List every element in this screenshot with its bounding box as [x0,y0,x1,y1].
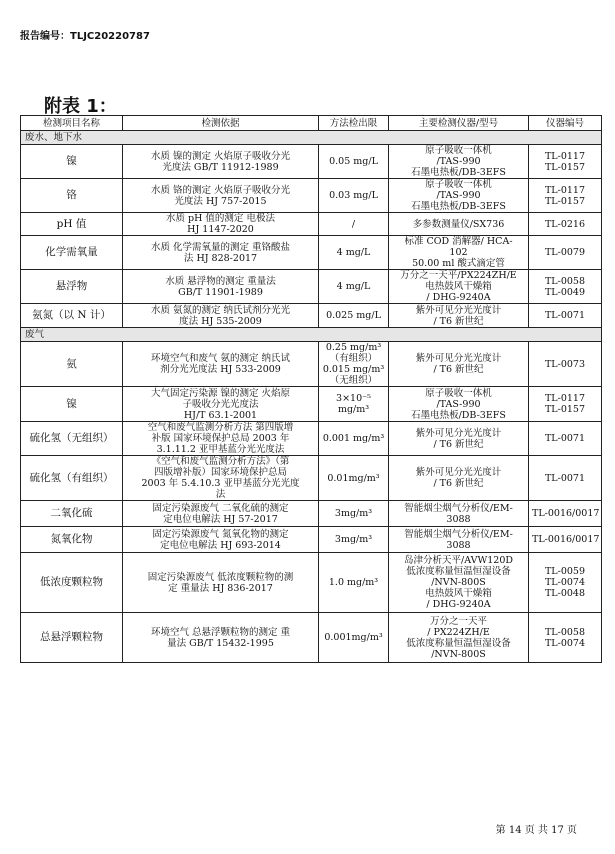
table-row [21,213,602,236]
table-header-row [21,116,602,131]
detection-basis [123,387,319,422]
detection-limit-line: 4 mg/L [336,281,371,292]
instrument-code [529,342,602,387]
detection-basis-line: 四版增补版）国家环境保护总局 [153,467,287,478]
table-row [21,236,602,270]
instrument-code-line: TL-0117 [544,184,586,196]
instrument-code [529,501,602,527]
instrument-model-line: / T6 新世纪 [433,438,484,450]
detection-basis [123,213,319,236]
detection-basis-line: 2003 年 5.4.10.3 亚甲基蓝分光光度 [141,478,300,489]
instrument-code [529,304,602,328]
detection-basis-line: 补版 国家环境保护总局 2003 年 [151,433,290,444]
detection-limit [319,527,389,553]
item-name: 镍 [21,387,123,422]
detection-basis-line: 法 [215,489,226,500]
detection-limit-line: 3mg/m³ [334,534,373,545]
detection-basis [123,236,319,270]
instrument-model-line: /NVN-800S [431,648,486,660]
instrument-model [389,422,529,456]
detection-basis-line: 水质 悬浮物的测定 重量法 [165,275,276,287]
detection-basis [123,456,319,501]
detection-limit [319,213,389,236]
instrument-model [389,387,529,422]
detection-basis-line: 固定污染源废气 二氧化硫的测定 [152,502,289,514]
detection-limit [319,236,389,270]
instrument-code-line: TL-0157 [544,404,586,415]
instrument-model-line: 万分之一天平/PX224ZH/E [400,270,517,281]
instrument-code-line: TL-0073 [544,358,586,370]
instrument-code [529,387,602,422]
item-name: 铬 [21,179,123,213]
instrument-model [389,527,529,553]
table-row [21,456,602,501]
instrument-code-line: TL-0048 [544,588,586,599]
instrument-model-line: 电热鼓风干燥箱 [425,281,492,292]
instrument-code [529,422,602,456]
instrument-model [389,304,529,328]
instrument-model [389,501,529,527]
detection-limit-line: 0.05 mg/L [329,156,378,167]
instrument-model-line: / T6 新世纪 [433,364,484,375]
col-header-detection-limit: 方法检出限 [319,116,389,131]
detection-basis-line: 水质 铬的测定 火焰原子吸收分光 [150,184,291,196]
instrument-code-line: TL-0059 [544,566,586,577]
detection-limit-line: mg/m³ [337,404,370,415]
instrument-code [529,145,602,179]
detection-basis [123,527,319,553]
detection-limit-line: 0.01mg/m³ [327,472,380,484]
detection-basis-line: 定 重量法 HJ 836-2017 [168,582,273,594]
instrument-model-line: 紫外可见分光光度计 [415,353,502,364]
detection-limit [319,422,389,456]
instrument-code-line: TL-0049 [544,286,586,298]
instrument-model-line: /TAS-990 [436,156,481,167]
instrument-model-line: / PX224ZH/E [427,626,490,638]
detection-basis-line: 剂分光光度法 HJ 533-2009 [160,364,281,375]
table-body [21,131,602,663]
instrument-model-line: 低浓度称量恒温恒湿设备 [406,637,511,649]
detection-methods-table [20,115,602,663]
detection-limit [319,613,389,663]
item-name: pH 值 [21,213,123,236]
report-number: 报告编号：TLJC20220787 [20,31,150,42]
detection-basis-line: 固定污染源废气 氮氧化物的测定 [152,528,289,540]
instrument-model-line: 石墨电热板/DB-3EFS [411,409,506,421]
detection-basis-line: 水质 pH 值的测定 电极法 [166,213,275,224]
instrument-model-line: 岛津分析天平/AVW120D [404,555,513,566]
detection-basis-line: 3.1.11.2 亚甲基蓝分光光度法 [156,444,285,455]
instrument-model [389,613,529,663]
page-number: 第 14 页 共 17 页 [495,825,577,836]
item-name: 化学需氧量 [21,236,123,270]
instrument-model-line: 紫外可见分光光度计 [415,467,502,478]
section-row [21,131,602,145]
instrument-model [389,213,529,236]
instrument-model-line: 原子吸收一体机 [425,387,492,399]
col-header-basis: 检测依据 [123,116,319,131]
detection-basis-line: 固定污染源废气 低浓度颗粒物的测 [147,571,294,583]
instrument-model [389,270,529,304]
detection-limit-line: （无组织） [329,375,378,386]
instrument-code [529,213,602,236]
instrument-code-line: TL-0157 [544,161,586,173]
instrument-model [389,342,529,387]
instrument-model [389,456,529,501]
table-row [21,342,602,387]
detection-basis-line: 量法 GB/T 15432-1995 [167,637,274,649]
detection-basis-line: HJ/T 63.1-2001 [183,409,258,421]
detection-limit-line: 1.0 mg/m³ [328,577,379,588]
detection-limit-line: 0.025 mg/L [326,310,381,321]
detection-basis [123,422,319,456]
instrument-model [389,236,529,270]
item-name: 氨 [21,342,123,387]
table-row [21,179,602,213]
instrument-model-line: 标准 COD 消解器/ HCA- [404,236,513,247]
instrument-model-line: / DHG-9240A [426,292,491,303]
detection-limit [319,304,389,328]
detection-basis-line: GB/T 11901-1989 [178,286,263,298]
instrument-model-line: 紫外可见分光光度计 [415,304,502,316]
instrument-code-line: TL-0117 [544,393,586,404]
instrument-code-line: TL-0071 [544,433,586,444]
instrument-code [529,270,602,304]
detection-basis-line: 环境空气 总悬浮颗粒物的测定 重 [150,626,291,638]
section-title: 废气 [21,328,602,342]
detection-basis-line: 定电位电解法 HJ 57-2017 [163,513,278,525]
instrument-model-line: /TAS-990 [436,190,481,201]
col-header-item-name: 检测项目名称 [21,116,123,131]
detection-limit [319,387,389,422]
instrument-model-line: / T6 新世纪 [433,315,484,327]
table-row [21,422,602,456]
instrument-code-line: TL-0016/0017 [532,508,600,519]
detection-limit [319,456,389,501]
table-row [21,387,602,422]
instrument-code-line: TL-0074 [544,577,586,588]
item-name: 低浓度颗粒物 [21,553,123,613]
instrument-code-line: TL-0157 [544,195,586,207]
detection-basis [123,501,319,527]
instrument-code-line: TL-0071 [544,310,586,321]
detection-basis-line: 空气和废气监测分析方法 第四版增 [147,422,294,433]
detection-basis-line: 法 HJ 828-2017 [183,252,258,264]
detection-basis [123,553,319,613]
table-row [21,553,602,613]
detection-basis-line: 光度法 GB/T 11912-1989 [162,161,279,173]
item-name: 氮氧化物 [21,527,123,553]
instrument-model-line: 紫外可见分光光度计 [415,427,502,439]
instrument-code [529,236,602,270]
instrument-model [389,145,529,179]
instrument-model-line: 3088 [446,539,471,551]
detection-limit-line: （有组织） [329,353,378,364]
col-header-instrument: 主要检测仪器/型号 [389,116,529,131]
instrument-code-line: TL-0058 [544,626,586,638]
detection-limit [319,342,389,387]
detection-limit-line: 0.03 mg/L [329,190,378,201]
instrument-model-line: 原子吸收一体机 [425,145,492,156]
detection-limit-line: 0.001mg/m³ [324,632,383,643]
instrument-model-line: 3088 [446,513,471,525]
table-row [21,145,602,179]
table-row [21,613,602,663]
instrument-model-line: / T6 新世纪 [433,478,484,489]
detection-limit [319,145,389,179]
detection-basis-line: HJ 1147-2020 [187,224,254,235]
instrument-model-line: /TAS-990 [436,398,481,410]
detection-basis [123,304,319,328]
instrument-model [389,553,529,613]
detection-basis [123,179,319,213]
detection-basis [123,145,319,179]
table-row [21,304,602,328]
detection-limit-line: 3mg/m³ [334,508,373,519]
instrument-model-line: /NVN-800S [431,577,486,588]
instrument-model-line: 万分之一天平 [429,615,487,627]
instrument-model-line: 智能烟尘烟气分析仪/EM- [404,528,513,540]
detection-basis [123,342,319,387]
detection-basis-line: 大气固定污染源 镍的测定 火焰原 [150,387,291,399]
detection-basis-line: 水质 氨氮的测定 纳氏试剂分光光 [150,304,291,316]
instrument-model-line: 原子吸收一体机 [425,179,492,190]
detection-basis-line: 水质 化学需氧量的测定 重铬酸盐 [150,241,291,253]
detection-limit [319,270,389,304]
instrument-model-line: 多参数测量仪/SX736 [412,218,505,230]
instrument-model-line: 智能烟尘烟气分析仪/EM- [404,502,513,514]
item-name: 硫化氢（无组织） [21,422,123,456]
instrument-code [529,456,602,501]
item-name: 总悬浮颗粒物 [21,613,123,663]
detection-limit [319,501,389,527]
detection-limit [319,553,389,613]
detection-limit-line: 4 mg/L [336,247,371,258]
section-title: 废水、地下水 [21,131,602,145]
instrument-code [529,179,602,213]
detection-limit-line: / [351,218,356,230]
section-row [21,328,602,342]
item-name: 二氧化硫 [21,501,123,527]
appendix-title: 附表 1： [44,96,117,117]
table-row [21,270,602,304]
item-name: 氨氮（以 N 计） [21,304,123,328]
item-name: 硫化氢（有组织） [21,456,123,501]
detection-basis-line: 《空气和废气监测分析方法》（第 [151,456,290,467]
instrument-code-line: TL-0074 [544,637,586,649]
instrument-model-line: 石墨电热板/DB-3EFS [411,167,506,178]
instrument-model-line: / DHG-9240A [426,599,491,610]
detection-limit-line: 0.001 mg/m³ [322,433,385,444]
instrument-model-line: 50.00 ml 酸式滴定管 [412,258,505,269]
detection-limit [319,179,389,213]
instrument-model [389,179,529,213]
instrument-code-line: TL-0071 [544,472,586,484]
instrument-model-line: 石墨电热板/DB-3EFS [411,201,506,212]
col-header-instrument-code: 仪器编号 [529,116,602,131]
detection-basis-line: 度法 HJ 535-2009 [179,315,262,327]
detection-basis-line: 定电位电解法 HJ 693-2014 [160,539,281,551]
instrument-code-line: TL-0058 [544,275,586,287]
detection-basis-line: 光度法 HJ 757-2015 [174,195,267,207]
instrument-code-line: TL-0016/0017 [532,534,600,545]
instrument-code [529,613,602,663]
detection-basis-line: 环境空气和废气 氨的测定 纳氏试 [150,353,291,364]
detection-limit-line: 0.25 mg/m³ [325,342,382,353]
instrument-model-line: 低浓度称量恒温恒湿设备 [406,566,511,577]
detection-basis-line: 子吸收分光光度法 [182,398,259,410]
table-row [21,501,602,527]
instrument-model-line: 电热鼓风干燥箱 [425,588,492,599]
instrument-code [529,527,602,553]
instrument-code-line: TL-0079 [544,247,586,258]
instrument-code [529,553,602,613]
detection-basis [123,613,319,663]
instrument-model-line: 102 [449,247,468,258]
table-row [21,527,602,553]
detection-basis-line: 水质 镍的测定 火焰原子吸收分光 [150,150,291,162]
instrument-code-line: TL-0117 [544,150,586,162]
detection-basis [123,270,319,304]
detection-limit-line: 3×10⁻⁵ [336,393,371,404]
instrument-code-line: TL-0216 [544,218,586,230]
detection-limit-line: 0.015 mg/m³ [322,364,385,375]
item-name: 镍 [21,145,123,179]
item-name: 悬浮物 [21,270,123,304]
